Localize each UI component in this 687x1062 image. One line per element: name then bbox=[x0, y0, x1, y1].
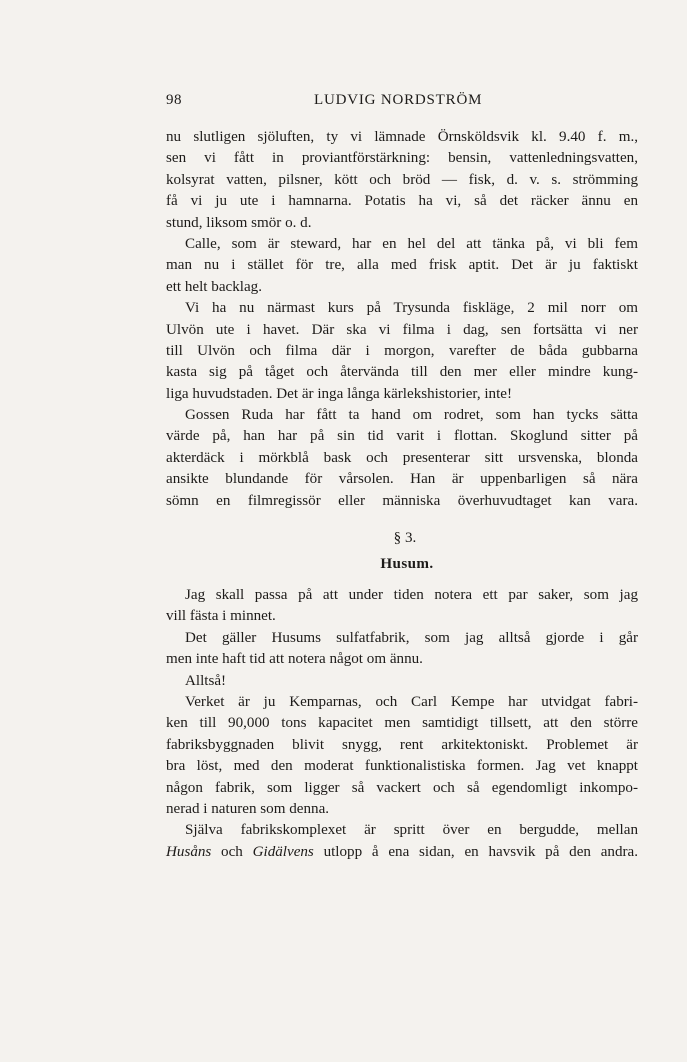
page-number: 98 bbox=[166, 92, 182, 108]
text-line: kasta sig på tåget och återvända till den mer eller mindre kung- bbox=[166, 364, 638, 381]
text-line: Själva fabrikskomplexet är spritt över en bergudde, mellan bbox=[185, 822, 638, 839]
text-line: ett helt backlag. bbox=[166, 278, 262, 295]
section-title: Husum. bbox=[380, 556, 434, 573]
text-line: någon fabrik, som ligger så vackert och så egendomligt inkompo- bbox=[166, 779, 638, 796]
text-line: Gossen Ruda har fått ta hand om rodret, som han tycks sätta bbox=[185, 407, 638, 424]
text-line: vill fästa i minnet. bbox=[166, 608, 276, 625]
text-line: nu slutligen sjöluften, ty vi lämnade Örnsköldsvik kl. 9.40 f. m., bbox=[166, 129, 638, 145]
text-line: sömn en filmregissör eller människa överhuvudtaget kan vara. bbox=[166, 492, 638, 509]
text-line: nerad i naturen som denna. bbox=[166, 800, 330, 817]
text-line: akterdäck i mörkblå bask och presenterar sitt ursvenska, blonda bbox=[166, 449, 638, 466]
text-line: Det gäller Husums sulfatfabrik, som jag alltså gjorde i går bbox=[185, 629, 638, 646]
text-fragment: och bbox=[211, 843, 253, 860]
place-name-gidalven: Gidälvens bbox=[252, 843, 314, 860]
text-line: bra löst, med den moderat funktionalistiska formen. Jag vet knappt bbox=[166, 758, 638, 775]
text-line: man nu i stället för tre, alla med frisk aptit. Det är ju faktiskt bbox=[166, 257, 638, 274]
text-line: Alltså! bbox=[185, 672, 227, 689]
text-fragment: utlopp å ena sidan, en havsvik på den andra. bbox=[313, 843, 638, 860]
body-text bbox=[166, 127, 638, 863]
text-line: ken till 90,000 tons kapacitet men samtidigt tillsett, att den större bbox=[166, 715, 638, 732]
text-line: få vi ju ute i hamnarna. Potatis ha vi, så det räcker ännu en bbox=[166, 193, 638, 210]
text-line: liga huvudstaden. Det är inga långa kärlekshistorier, inte! bbox=[166, 385, 513, 402]
text-line: Calle, som är steward, har en hel del att tänka på, vi bli fem bbox=[185, 235, 638, 252]
text-line: ansikte blundande för vårsolen. Han är uppenbarligen så nära bbox=[166, 471, 638, 488]
text-line: Vi ha nu närmast kurs på Trysunda fiskläge, 2 mil norr om bbox=[185, 300, 638, 317]
text-line: till Ulvön och filma där i morgon, varefter de båda gubbarna bbox=[166, 342, 638, 359]
page-header bbox=[166, 92, 638, 116]
text-line: Verket är ju Kemparnas, och Carl Kempe har utvidgat fabri- bbox=[185, 693, 638, 710]
running-head: LUDVIG NORDSTRÖM bbox=[314, 92, 483, 108]
text-line: Ulvön ute i havet. Där ska vi filma i dag, sen fortsätta vi ner bbox=[166, 321, 638, 338]
text-line: fabriksbyggnaden blivit snygg, rent arkitektoniskt. Problemet är bbox=[166, 736, 638, 753]
text-line: kolsyrat vatten, pilsner, kött och bröd — fisk, d. v. s. strömming bbox=[166, 171, 638, 188]
place-name-husan: Husåns bbox=[166, 843, 212, 860]
text-line: sen vi fått in proviantförstärkning: bensin, vattenledningsvatten, bbox=[166, 150, 638, 167]
section-number: § 3. bbox=[393, 530, 417, 547]
text-line: men inte haft tid att notera något om ännu. bbox=[166, 651, 423, 668]
text-line: Jag skall passa på att under tiden notera ett par saker, som jag bbox=[185, 587, 638, 604]
text-line-last bbox=[166, 842, 638, 863]
text-line: värde på, han har på sin tid varit i flottan. Skoglund sitter på bbox=[166, 428, 638, 445]
text-line: stund, liksom smör o. d. bbox=[166, 214, 312, 231]
